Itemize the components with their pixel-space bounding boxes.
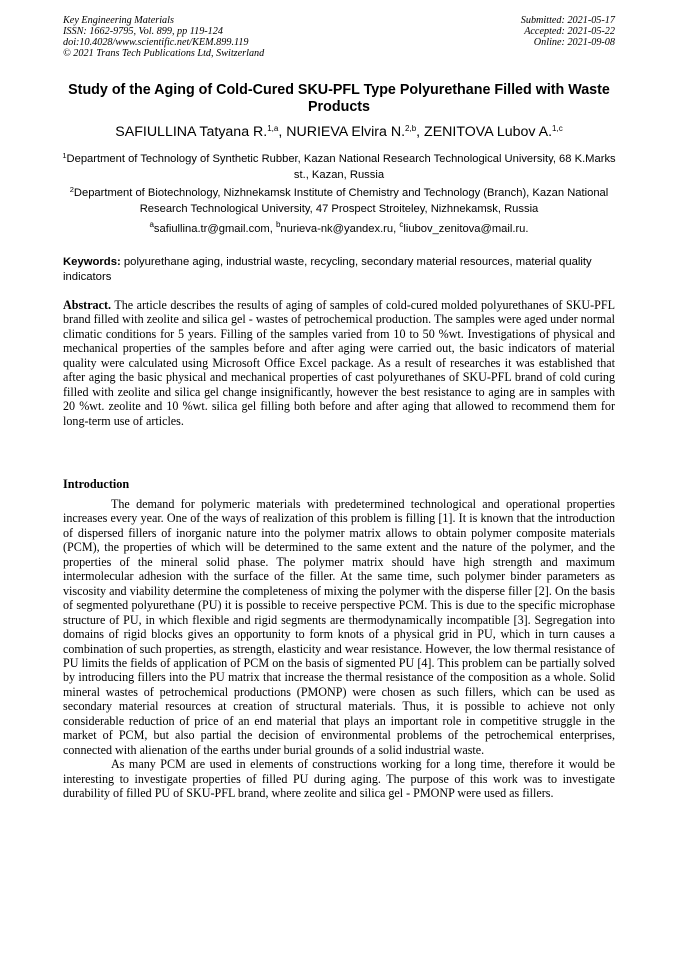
author-3: ZENITOVA Lubov A.$^{1,c}$	[424, 124, 563, 140]
publication-dates	[521, 15, 615, 48]
author-2: NURIEVA Elvira N.$^{2,b}$,	[286, 124, 425, 140]
affiliation-1: $^1$Department of Technology of Synthetic Rubber, Kazan National Research Technological University, 68 K.Marks st., Kazan, Russia	[62, 151, 616, 181]
submitted-date: Submitted: 2021-05-17	[520, 15, 615, 26]
accepted-date: Accepted: 2021-05-22	[524, 26, 615, 38]
keywords-text: polyurethane aging, industrial waste, recycling, secondary material resources, material quality indicators	[63, 256, 592, 283]
paper-title: Study of the Aging of Cold-Cured SKU-PFL Type Polyurethane Filled with Waste Products	[68, 82, 610, 115]
email-a[interactable]: $^a$safiullina.tr@gmail.com	[149, 220, 270, 235]
affiliation-2: $^2$Department of Biotechnology, Nizhnekamsk Institute of Chemistry and Technology (Branch), Kazan National Research Technological University, 47 Prospect Stroiteley, Nizhnekamsk, Russia	[69, 185, 609, 215]
journal-meta	[63, 15, 264, 59]
keywords-label: Keywords:	[63, 256, 121, 268]
keywords	[63, 255, 615, 285]
author-list	[60, 123, 618, 141]
author-emails: $^a$safiullina.tr@gmail.com, $^b$nurieva-nk@yandex.ru, $^c$liubov_zenitova@mail.ru.	[149, 220, 529, 235]
author-1: SAFIULLINA Tatyana R.$^{1,a}$,	[115, 124, 287, 140]
journal-doi[interactable]: doi:10.4028/www.scientific.net/KEM.899.119	[63, 37, 249, 49]
section-heading-introduction: Introduction	[63, 477, 130, 491]
paragraph: As many PCM are used in elements of constructions working for a long time, therefore it would be interesting to investigate properties of filled PU during aging. The purpose of this work was to investigate durability of filled PU of SKU-PFL brand, where zeolite and silica gel - PMONP were used as fillers.	[63, 757, 615, 801]
journal-name: Key Engineering Materials	[63, 15, 174, 26]
introduction-body	[63, 497, 615, 801]
email-c[interactable]: $^c$liubov_zenitova@mail.ru.	[399, 220, 529, 235]
abstract	[63, 298, 615, 428]
copyright-line: © 2021 Trans Tech Publications Ltd, Switzerland	[63, 48, 265, 60]
online-date: Online: 2021-09-08	[533, 37, 615, 49]
email-b[interactable]: $^b$nurieva-nk@yandex.ru	[275, 220, 394, 235]
journal-issn: ISSN: 1662-9795, Vol. 899, pp 119-124	[63, 26, 223, 38]
abstract-text: The article describes the results of aging of samples of cold-cured molded polyurethanes of SKU-PFL brand filled with zeolite and silica gel - wastes of petrochemical production. The samples were aged under normal climatic conditions for 5 years. Filling of the samples varied from 10 to 50 %wt. Investigations of physical and mechanical properties of the samples before and after aging were carried out, the basic indicators of material quality were calculated using Microsoft Office Excel package. As a result of researches it was established that after aging the basic physical and mechanical properties of cast polyurethanes of SKU-PFL brand of cold curing filled with zeolite and silica gel change insignificantly, however the best resistance to aging are in samples with 20 %wt. zeolite and 10 %wt. silica gel filling both before and after aging that allowed to recommend them for long-term use of articles.	[63, 298, 615, 428]
paragraph: The demand for polymeric materials with predetermined technological and operational properties increases every year. One of the ways of realization of this problem is filling [1]. It is known that the introduction of dispersed fillers of inorganic nature into the polymer matrix allows to obtain polymer composite materials (PCM), the properties of which will be determined to the same extent and the nature of the polymer, and the properties of the mineral solid phase. The polymer matrix should have high strength and maximum intermolecular adhesion with the surface of the filler. At the same time, such polymer binder parameters as viscosity and viability determine the completeness of mixing the polymer with the disperse filler [2]. On the basis of segmented polyurethane (PU) it is possible to receive perspective PCM. This is due to the specific microphase structure of PU, in which flexible and rigid segments are thermodynamically incompatible [3]. Segregation into domains of rigid blocks gives an opportunity to form knots of a physical grid in PU, which in turn causes a combination of such properties, as strength, elasticity and wear resistance. However, the low thermal resistance of PU limits the fields of application of PCM on the basis of sigmented PU [4]. This problem can be partially solved by introducing fillers into the PU matrix that increase the thermal resistance of the composition as a whole. Solid mineral wastes of petrochemical productions (PMONP) were chosen as such fillers, which can be used as secondary material resources at creation of structural materials. Thus, it is possible to achieve not only considerable reduction of price of an end material that plays an important role in competitive struggle in the market of PCM, but also partial the decision of environmental problems of the petrochemical enterprises, connected with alienation of the earths under burial grounds of a solid industrial waste.	[63, 497, 615, 757]
abstract-label: Abstract.	[63, 298, 112, 312]
